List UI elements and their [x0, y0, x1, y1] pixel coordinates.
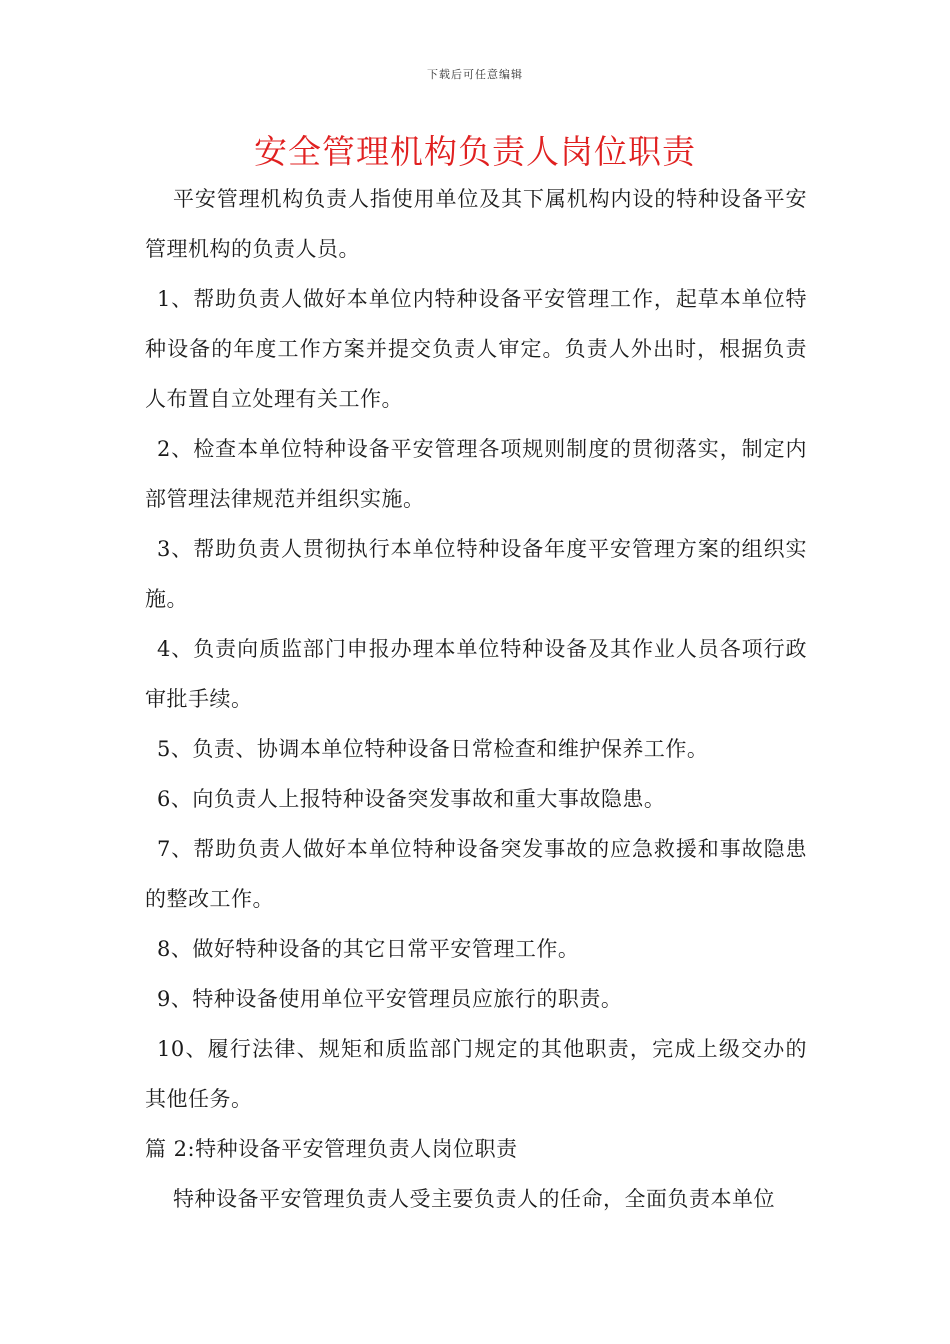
- section-2-intro: 特种设备平安管理负责人受主要负责人的任命，全面负责本单位: [173, 1187, 775, 1211]
- duty-item-1: 1、帮助负责人做好本单位内特种设备平安管理工作，起草本单位特种设备的年度工作方案并提交负责人审定。负责人外出时，根据负责人布置自立处理有关工作。: [145, 287, 807, 411]
- document-body: [145, 174, 807, 1224]
- intro-paragraph: 平安管理机构负责人指使用单位及其下属机构内设的特种设备平安管理机构的负责人员。: [145, 187, 807, 261]
- duty-item-7: 7、帮助负责人做好本单位特种设备突发事故的应急救援和事故隐患的整改工作。: [145, 837, 807, 911]
- document-title: 安全管理机构负责人岗位职责: [254, 132, 696, 171]
- duty-item-5: 5、负责、协调本单位特种设备日常检查和维护保养工作。: [157, 737, 709, 761]
- duty-item-9: 9、特种设备使用单位平安管理员应旅行的职责。: [157, 987, 623, 1011]
- duty-item-8: 8、做好特种设备的其它日常平安管理工作。: [157, 937, 580, 961]
- duty-item-10: 10、履行法律、规矩和质监部门规定的其他职责，完成上级交办的其他任务。: [145, 1037, 807, 1111]
- duty-item-3: 3、帮助负责人贯彻执行本单位特种设备年度平安管理方案的组织实施。: [145, 537, 807, 611]
- duty-item-4: 4、负责向质监部门申报办理本单位特种设备及其作业人员各项行政审批手续。: [145, 637, 807, 711]
- section-2-heading: 篇 2:特种设备平安管理负责人岗位职责: [145, 1137, 518, 1161]
- duty-item-6: 6、向负责人上报特种设备突发事故和重大事故隐患。: [157, 787, 666, 811]
- header-note: 下载后可任意编辑: [427, 68, 523, 81]
- duty-item-2: 2、检查本单位特种设备平安管理各项规则制度的贯彻落实，制定内部管理法律规范并组织实施。: [145, 437, 807, 511]
